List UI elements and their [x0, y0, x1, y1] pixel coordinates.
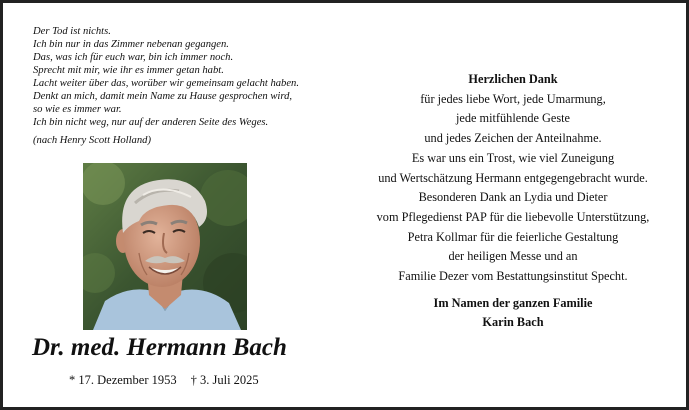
- portrait-illustration: [83, 163, 247, 330]
- poem-line: Das, was ich für euch war, bin ich immer noch.: [33, 52, 234, 63]
- thanks-line: jede mitfühlende Geste: [455, 111, 571, 126]
- thanks-line: Petra Kollmar für die feierliche Gestaltung: [407, 229, 619, 244]
- thanks-line: Familie Dezer vom Bestattungsinstitut Specht.: [398, 269, 628, 284]
- thanks-line: und jedes Zeichen der Anteilnahme.: [424, 131, 602, 146]
- signature-name: Karin Bach: [482, 315, 544, 329]
- thanks-line: Es war uns ein Trost, wie viel Zuneigung: [411, 150, 615, 165]
- death-date: † 3. Juli 2025: [190, 373, 259, 387]
- poem-line: Sprecht mit mir, wie ihr es immer getan habt.: [33, 65, 224, 76]
- poem-line: Denkt an mich, damit mein Name zu Hause gesprochen wird,: [33, 91, 293, 102]
- thanks-line: Besonderen Dank an Lydia und Dieter: [418, 190, 608, 205]
- thanks-line: für jedes liebe Wort, jede Umarmung,: [420, 91, 606, 106]
- poem: [33, 25, 353, 147]
- birth-date: * 17. Dezember 1953: [69, 373, 177, 387]
- life-dates: [69, 372, 259, 388]
- portrait-photo: [83, 163, 247, 330]
- signature-line: Im Namen der ganzen Familie: [433, 296, 593, 310]
- poem-source: (nach Henry Scott Holland): [33, 135, 151, 146]
- thanks-line: vom Pflegedienst PAP für die liebevolle Unterstützung,: [376, 209, 650, 224]
- deceased-name: Dr. med. Hermann Bach: [32, 334, 287, 361]
- thanks-heading: Herzlichen Dank: [468, 72, 558, 86]
- thanks-line: der heiligen Messe und an: [448, 249, 578, 264]
- family-signature: [348, 294, 678, 332]
- poem-line: Lacht weiter über das, worüber wir gemeinsam gelacht haben.: [33, 78, 299, 89]
- poem-line: Der Tod ist nichts.: [33, 26, 111, 37]
- thanks-line: und Wertschätzung Hermann entgegengebracht wurde.: [378, 170, 648, 185]
- thanks-text: [348, 70, 678, 287]
- poem-line: Ich bin nur in das Zimmer nebenan gegangen.: [33, 39, 229, 50]
- poem-line: so wie es immer war.: [33, 104, 122, 115]
- poem-line: Ich bin nicht weg, nur auf der anderen Seite des Weges.: [33, 117, 269, 128]
